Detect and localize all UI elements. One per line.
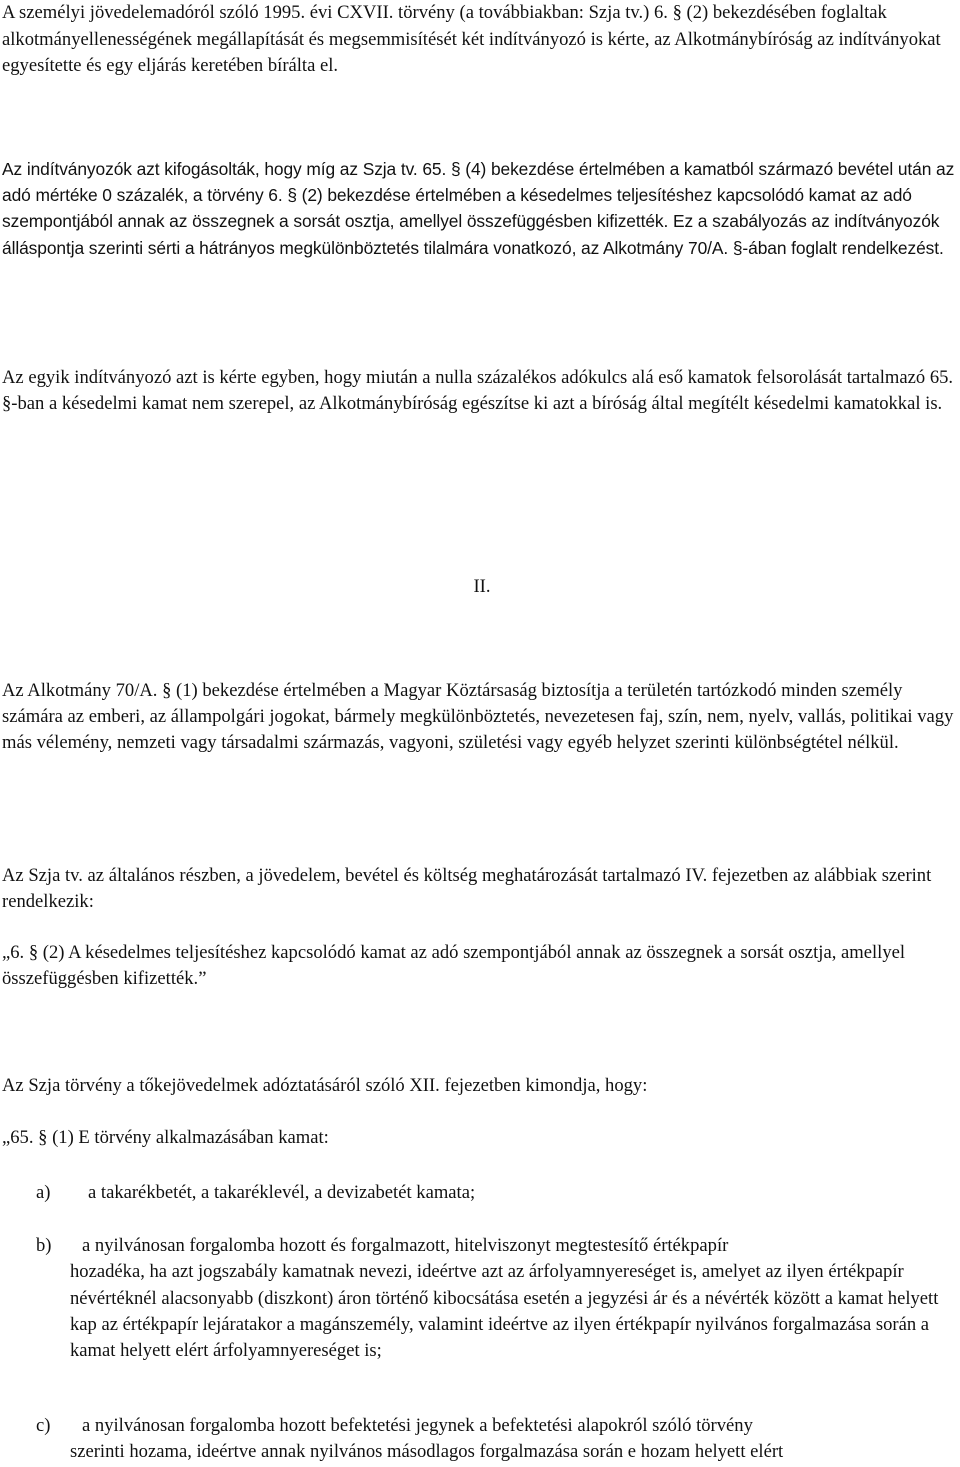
list-item-marker: a): [36, 1182, 51, 1203]
list-item: [36, 1233, 956, 1364]
list-item-continuation: szerinti hozama, ideértve annak nyilvános másodlagos forgalmazása során e hozam helyett elért: [70, 1441, 784, 1462]
list-item-text: a nyilvánosan forgalomba hozott és forgalmazott, hitelviszonyt megtestesítő értékpapír: [82, 1235, 729, 1256]
objection-paragraph: Az indítványozók azt kifogásolták, hogy míg az Szja tv. 65. § (4) bekezdése értelmében a kamatból származó bevétel után az adó mértéke 0 százalék, a törvény 6. § (2) bekezdése értelmében a késedelmes teljesítéshez kapcsolódó kamat az adó szempontjából annak az összegnek a sorsát osztja, amellyel összefüggésben kifizették. Ez a szabályozás az indítványozók álláspontja szerinti sérti a hátrányos megkülönböztetés tilalmára vonatkozó, az Alkotmány 70/A. §-ában foglalt rendelkezést.: [2, 159, 955, 258]
intro-paragraph: A személyi jövedelemadóról szóló 1995. évi CXVII. törvény (a továbbiakban: Szja tv.) 6. § (2) bekezdésében foglaltak alkotmányellenességének megállapítását és megsemmisítését két indítványozó is kérte, az Alkotmánybíróság az indítványokat egyesítette és egy eljárás keretében bírálta el.: [2, 2, 941, 76]
quote-6-2-paragraph: „6. § (2) A késedelmes teljesítéshez kapcsolódó kamat az adó szempontjából annak az összegnek a sorsát osztja, amellyel összefüggésben kifizették.”: [2, 942, 906, 989]
request-paragraph: Az egyik indítványozó azt is kérte egyben, hogy miután a nulla százalékos adókulcs alá eső kamatok felsorolását tartalmazó 65. §-ban a késedelmi kamat nem szerepel, az Alkotmánybíróság egészítse ki azt a bíróság által megítélt késedelmi kamatokkal is.: [2, 367, 954, 414]
section-heading: II.: [473, 576, 491, 597]
szja-chapter-12-paragraph: Az Szja törvény a tőkejövedelmek adóztatásáról szóló XII. fejezetben kimondja, hogy:: [2, 1075, 648, 1096]
list-item: [36, 1180, 956, 1206]
list-item-continuation: hozadéka, ha azt jogszabály kamatnak nevezi, ideértve azt az árfolyamnyereséget is, amelyet az ilyen értékpapír névértéknél alacsonyabb (diszkont) áron történő kibocsátása esetén a jegyzési ár és a névérték között a kamat helyett kap az értékpapír lejáratakor a magánszemély, valamint ideértve az ilyen értékpapír nyilvános forgalmazása során a kamat helyett elért árfolyamnyereséget is;: [70, 1261, 939, 1362]
list-item-text: a takarékbetét, a takaréklevél, a devizabetét kamata;: [88, 1182, 476, 1203]
szja-general-paragraph: Az Szja tv. az általános részben, a jövedelem, bevétel és költség meghatározását tartalmazó IV. fejezetben az alábbiak szerint rendelkezik:: [2, 865, 932, 912]
list-item-text: a nyilvánosan forgalomba hozott befektetési jegynek a befektetési alapokról szóló törvény: [82, 1415, 753, 1436]
list-item-marker: c): [36, 1415, 51, 1436]
constitution-paragraph: Az Alkotmány 70/A. § (1) bekezdése értelmében a Magyar Köztársaság biztosítja a területén tartózkodó minden személy számára az emberi, az állampolgári jogokat, bármely megkülönböztetés, nevezetesen faj, szín, nem, nyelv, vallás, politikai vagy más vélemény, nemzeti vagy társadalmi származás, vagyoni, születési vagy egyéb helyzet szerinti különbségtétel nélkül.: [2, 680, 954, 753]
list-item-marker: b): [36, 1235, 52, 1256]
list-item: [36, 1413, 956, 1465]
quote-65-1-paragraph: „65. § (1) E törvény alkalmazásában kamat:: [2, 1127, 329, 1148]
